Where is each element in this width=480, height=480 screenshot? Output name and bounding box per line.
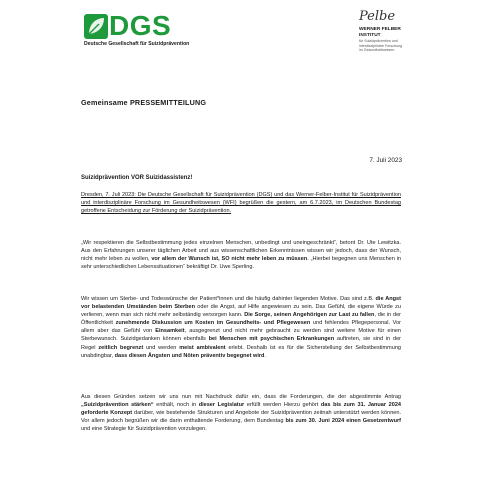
text-run: erlebt. Deshalb ist es für die Sicherstellung der Selbstbestimmung unabdingbar, — [81, 344, 401, 359]
institute-name — [359, 27, 419, 38]
text-run: und werden — [143, 344, 180, 351]
text-run: auftreten, sie sind in der Regel — [81, 336, 401, 351]
text-run: und eine Strategie für Suizidprävention vorzulegen. — [81, 426, 207, 433]
text-run: , ausgegrenzt und nicht mehr gebraucht zu werden sind weitere Motive für einen Sterbewunsch. Suizidgedanken können ebenfalls — [81, 328, 401, 343]
text-run: enthält, noch in — [153, 402, 199, 409]
bold-text-run: zunehmende Diskussion um Kosten im Gesundheits- und Pflegewesen — [115, 320, 311, 327]
bold-text-run: das bis zum 31. Januar 2024 geforderte Konzept — [81, 402, 401, 417]
logo-subtitle: Deutsche Gesellschaft für Suizidprävention — [84, 41, 190, 47]
document-subject: Suizidprävention VOR Suizidassistenz! — [81, 175, 193, 181]
bold-text-run: die Angst vor belastenden Umständen beim Sterben — [81, 296, 401, 311]
institute-description — [359, 39, 419, 52]
document-heading: Gemeinsame PRESSEMITTEILUNG — [81, 98, 207, 107]
wfi-institute-mark — [359, 10, 419, 52]
institute-signature: Pelbe — [359, 9, 396, 24]
text-run: erfüllt werden Hierzu gehört — [244, 402, 321, 409]
bold-text-run: meist ambivalent — [179, 344, 226, 351]
bold-text-run: zeitlich begrenzt — [98, 344, 144, 351]
text-run: „Wir respektieren die Selbstbestimmung jedes einzelnen Menschen, unbedingt und uneingeschränkt“, betont Dr. Ute Lewitzka. Aus den Erfahrungen unserer täglichen Arbeit und aus wissenschaftlichen Erkenntnissen wissen wir jedoch, dass der Wunsch, nicht mehr leben zu wollen, — [81, 240, 401, 263]
text-run: Aus diesen Gründen setzen wir uns nun mit Nachdruck dafür ein, dass die Forderungen, die der abgestimmte Antrag — [81, 394, 401, 400]
institute-desc-line: für Suizidprävention und — [359, 39, 398, 44]
text-run: . — [264, 352, 266, 359]
document-date: 7. Juli 2023 — [369, 157, 402, 164]
bold-text-run: bis zum 30. Juni 2024 einen Gesetzentwurf — [285, 418, 402, 425]
institute-desc-line: im Gesundheitswesen — [359, 48, 395, 52]
bold-text-run: Die Sorge, seinen Angehörigen zur Last zu fallen — [244, 312, 375, 319]
bold-text-run: vor allem der Wunsch ist, SO nicht mehr leben zu müssen — [151, 256, 308, 263]
leaf-logo-icon — [84, 14, 108, 39]
dgs-logo — [84, 10, 204, 50]
bold-text-run: Einsamkeit — [155, 328, 185, 335]
institute-name-line1: WERNER FELBER — [359, 27, 401, 32]
bold-text-run: bei Menschen mit psychischen Erkrankungen — [208, 336, 335, 343]
paragraph-intro: Dresden, 7. Juli 2023: Die Deutsche Gesellschaft für Suizidprävention (DGS) und das Werner-Felber-Institut für Suizidprävention und interdisziplinäre Forschung im Gesundheitswesen (WFI) begrüßen die gestern, am 6.7.2023, im Deutschen Bundestag getroffene Entscheidung zur Förderung der Suizidprävention. — [81, 192, 401, 215]
text-run: Wir wissen um Sterbe- und Todeswünsche der Patient*innen und die häufig dahinter liegenden Motive. Das sind z.B. — [81, 296, 376, 302]
text-run: . „Hierbei begegnen uns Menschen in sehr unterschiedlichen Lebenssituationen“ bekräftigt Dr. Uwe Sperling. — [81, 256, 401, 271]
text-run: und fehlendes Pflegepersonal. Vor allem aber das Gefühl von — [81, 320, 401, 335]
bold-text-run: dass diesen Ängsten und Nöten präventiv begegnet wird — [114, 352, 265, 359]
text-run: darüber, wie bestehende Strukturen und Angebote der Suizidprävention zeitnah unterstützt werden können. Vor allem jedoch begrüßen wir die darin enthaltende Forderung, dem Bundestag — [81, 410, 401, 425]
institute-desc-line: interdisziplinäre Forschung — [359, 43, 402, 48]
paragraph-demands — [81, 393, 401, 433]
bold-text-run: „Suizidprävention stärken“ — [81, 402, 154, 409]
bold-text-run: dieser Legislatur — [198, 402, 245, 409]
text-run: oder die Angst, auf Hilfe angewiesen zu sein. Das Gefühl, die eigene Würde zu verlieren, wenn man sich nicht mehr selbständig versorgen kann. — [81, 304, 401, 319]
institute-name-line2: INSTITUT — [359, 32, 381, 38]
logo-wordmark: DGS — [109, 10, 172, 41]
paragraph-motives — [81, 295, 401, 360]
text-run: , die in der Öffentlichkeit — [81, 312, 402, 327]
paragraph-quote — [81, 239, 401, 271]
